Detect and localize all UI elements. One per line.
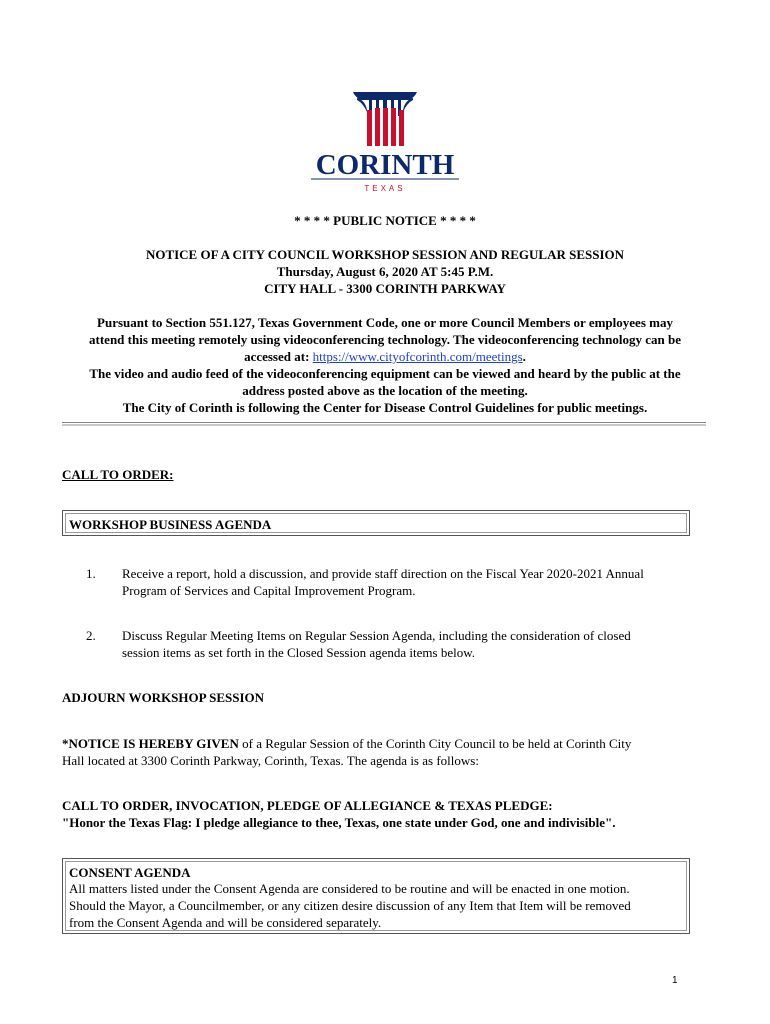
hereby-bold: *NOTICE IS HEREBY GIVEN xyxy=(62,736,239,751)
pursuant-line-4: The video and audio feed of the videoconferencing equipment can be viewed and heard by the public at the xyxy=(89,366,681,381)
workshop-agenda-box xyxy=(62,510,690,536)
page-number: 1 xyxy=(672,975,678,986)
workshop-agenda-heading: WORKSHOP BUSINESS AGENDA xyxy=(69,517,272,532)
consent-agenda-box xyxy=(62,858,690,934)
agenda-item-2-line-2: session items as set forth in the Closed Session agenda items below. xyxy=(122,645,475,660)
pledge-text: "Honor the Texas Flag: I pledge allegiance to thee, Texas, one state under God, one and indivisible". xyxy=(62,815,616,830)
agenda-item-number: 1. xyxy=(86,566,96,581)
logo-subtitle: TEXAS xyxy=(364,184,406,193)
pursuant-line-6: The City of Corinth is following the Center for Disease Control Guidelines for public meetings. xyxy=(122,400,648,415)
hereby-rest: of a Regular Session of the Corinth City Council to be held at Corinth City xyxy=(238,736,632,751)
public-notice-banner: * * * * PUBLIC NOTICE * * * * xyxy=(294,213,476,228)
call-to-order-heading: CALL TO ORDER: xyxy=(62,467,174,482)
hereby-line-1 xyxy=(62,736,631,752)
pursuant-line-5: address posted above as the location of the meeting. xyxy=(242,383,528,398)
logo-wordmark: CORINTH xyxy=(315,149,455,181)
consent-line-1: All matters listed under the Consent Agenda are considered to be routine and will be enacted in one motion. xyxy=(69,881,630,896)
pledge-heading: CALL TO ORDER, INVOCATION, PLEDGE OF ALLEGIANCE & TEXAS PLEDGE: xyxy=(62,798,553,813)
meetings-link[interactable]: https://www.cityofcorinth.com/meetings xyxy=(312,349,523,364)
meeting-date: Thursday, August 6, 2020 AT 5:45 P.M. xyxy=(276,264,494,279)
pursuant-line-3-suffix: . xyxy=(522,349,526,364)
consent-line-3: from the Consent Agenda and will be considered separately. xyxy=(69,915,382,930)
consent-agenda-heading: CONSENT AGENDA xyxy=(69,865,191,880)
pursuant-line-2: attend this meeting remotely using videoconferencing technology. The videoconferencing technology can be xyxy=(89,332,681,347)
hereby-line-2: Hall located at 3300 Corinth Parkway, Corinth, Texas. The agenda is as follows: xyxy=(62,753,479,768)
pursuant-line-1: Pursuant to Section 551.127, Texas Government Code, one or more Council Members or employees may xyxy=(97,315,673,330)
column-emblem-icon xyxy=(305,88,465,196)
agenda-item-2-line-1: Discuss Regular Meeting Items on Regular Session Agenda, including the consideration of closed xyxy=(122,628,631,643)
agenda-item-1-line-1: Receive a report, hold a discussion, and provide staff direction on the Fiscal Year 2020-2021 Annual xyxy=(122,566,644,581)
notice-title: NOTICE OF A CITY COUNCIL WORKSHOP SESSION AND REGULAR SESSION xyxy=(145,247,625,262)
consent-line-2: Should the Mayor, a Councilmember, or any citizen desire discussion of any Item that Item will be removed xyxy=(69,898,631,913)
agenda-item-1-line-2: Program of Services and Capital Improvement Program. xyxy=(122,583,416,598)
corinth-logo xyxy=(305,88,465,196)
pursuant-line-3-prefix: accessed at: xyxy=(244,349,313,364)
agenda-item-number: 2. xyxy=(86,628,96,643)
meeting-location: CITY HALL - 3300 CORINTH PARKWAY xyxy=(264,281,506,296)
adjourn-workshop-heading: ADJOURN WORKSHOP SESSION xyxy=(62,690,265,705)
section-divider xyxy=(62,422,706,426)
pursuant-line-3 xyxy=(0,348,770,365)
